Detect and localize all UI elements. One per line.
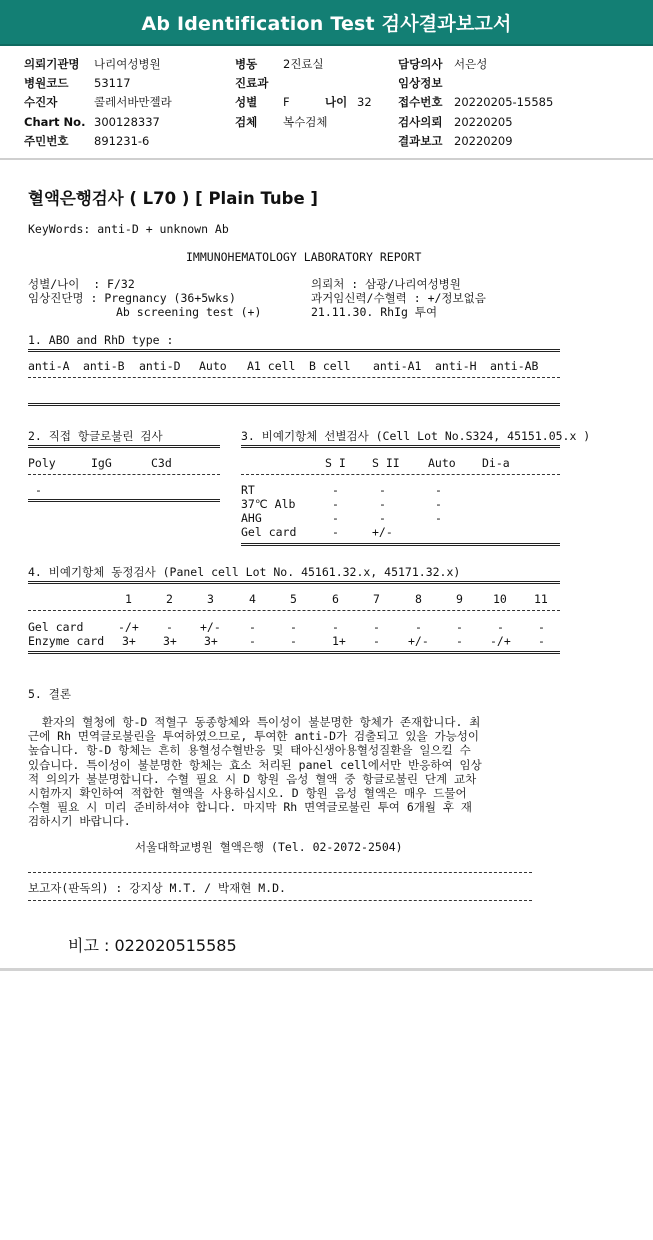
specimen-value: 복수검체	[283, 115, 328, 129]
conclusion-line: 수혈 필요 시 미리 준비하셔야 합니다. 마지막 Rh 면역글로불린 투여 6개월 후 재	[28, 800, 473, 815]
s4-cell: 3+	[163, 634, 177, 648]
s3-rule-top	[241, 445, 560, 448]
doctor-value: 서은성	[454, 57, 488, 71]
s4-cell: -	[456, 620, 463, 634]
info-row-4	[0, 113, 653, 131]
s4-title: 4. 비예기항체 동정검사 (Panel cell Lot No. 45161.32.x, 45171.32.x)	[28, 565, 461, 579]
s4-col: 10	[493, 592, 507, 606]
s2-rule-bottom	[28, 499, 220, 502]
s3-cell: -	[435, 511, 442, 525]
s1-col-8: anti-AB	[490, 359, 539, 373]
screening: Ab screening test (+)	[116, 305, 262, 319]
s3-cell: +/-	[372, 525, 393, 539]
s4-col: 4	[249, 592, 256, 606]
s4-cell: 3+	[122, 634, 136, 648]
conclusion-line: 높습니다. 항-D 항체는 흔히 용혈성수혈반응 및 태아신생아용혈성질환을 일으킬 수	[28, 743, 471, 758]
rhig: 21.11.30. RhIg 투여	[311, 305, 438, 319]
s1-col-0: anti-A	[28, 359, 70, 373]
chart-label: Chart No.	[24, 115, 86, 129]
s3-col-3: Di-a	[482, 456, 510, 470]
s4-cell: -	[373, 634, 380, 648]
dept-label: 진료과	[235, 76, 269, 90]
age-label: 나이	[325, 95, 348, 109]
s2-col-1: IgG	[91, 456, 112, 470]
separator-bottom	[0, 968, 653, 971]
s4-col: 3	[207, 592, 214, 606]
s4-cell: -	[538, 634, 545, 648]
diagnosis: 임상진단명 : Pregnancy (36+5wks)	[28, 291, 236, 305]
s1-col-5: B cell	[309, 359, 351, 373]
s1-col-2: anti-D	[139, 359, 181, 373]
s3-col-0: S I	[325, 456, 346, 470]
lab-report	[0, 165, 653, 965]
s1-col-6: anti-A1	[373, 359, 422, 373]
institution-value: 나리여성병원	[94, 57, 161, 71]
s4-cell: +/-	[200, 620, 221, 634]
s4-cell: -	[497, 620, 504, 634]
s2-rule-top	[28, 445, 220, 448]
s4-cell: -	[290, 620, 297, 634]
s4-rule-top	[28, 581, 560, 584]
s4-col: 1	[125, 592, 132, 606]
s4-cell: -/+	[490, 634, 511, 648]
request-value: 20220205	[454, 115, 513, 129]
s2-title: 2. 직접 항글로불린 검사	[28, 429, 163, 443]
conclusion-line: 적 의의가 불분명합니다. 수혈 필요 시 D 항원 음성 혈액 중 항글로불린 단계 교차	[28, 771, 477, 786]
conclusion-line: 있습니다. 특이성이 불분명한 항체는 효소 처리된 panel cell에서만 반응하여 임상	[28, 757, 482, 772]
institution-label: 의뢰기관명	[24, 57, 80, 71]
s3-cell: -	[379, 511, 386, 525]
s3-row-label: Gel card	[241, 525, 297, 539]
s3-cell: -	[332, 497, 339, 511]
s1-rule-bottom	[28, 403, 560, 406]
s4-cell: -	[373, 620, 380, 634]
s1-col-7: anti-H	[435, 359, 477, 373]
remark-label: 비고 :	[68, 936, 115, 955]
s3-row-label: RT	[241, 483, 255, 497]
s3-cell: -	[435, 497, 442, 511]
s2-value-0: -	[35, 483, 42, 497]
report-title: Ab Identification Test 검사결과보고서	[0, 0, 653, 46]
info-row-5	[0, 132, 653, 150]
receipt-value: 20220205-15585	[454, 95, 554, 109]
s4-cell: -	[249, 620, 256, 634]
s3-cell: -	[332, 525, 339, 539]
report-label: 결과보고	[398, 134, 443, 148]
info-row-3	[0, 93, 653, 111]
reporter-rule-bottom	[28, 900, 532, 901]
age-value: 32	[357, 95, 372, 109]
report-value: 20220209	[454, 134, 513, 148]
s4-row-label: Gel card	[28, 620, 84, 634]
ward-label: 병동	[235, 57, 258, 71]
conclusion-text	[28, 715, 568, 829]
patient-value: 콜레서바만젤라	[94, 95, 172, 109]
s4-col: 8	[415, 592, 422, 606]
lab-report-title: IMMUNOHEMATOLOGY LABORATORY REPORT	[186, 250, 422, 264]
keywords: KeyWords: anti-D + unknown Ab	[28, 222, 229, 236]
clinical-label: 임상정보	[398, 76, 443, 90]
s1-col-3: Auto	[199, 359, 227, 373]
conclusion-line: 근에 Rh 면역글로불린을 투여하였으므로, 투여한 anti-D가 검출되고 있을 가능성이	[28, 729, 479, 744]
s4-row-label: Enzyme card	[28, 634, 105, 648]
s3-col-1: S II	[372, 456, 400, 470]
hospital-code-label: 병원코드	[24, 76, 69, 90]
s1-title: 1. ABO and RhD type :	[28, 333, 174, 347]
s3-cell: -	[435, 483, 442, 497]
sex-label: 성별	[235, 95, 258, 109]
s3-title: 3. 비예기항체 선별검사 (Cell Lot No.S324, 45151.05.x )	[241, 429, 591, 443]
s4-col: 9	[456, 592, 463, 606]
reporter: 보고자(판독의) : 강지상 M.T. / 박재현 M.D.	[28, 881, 286, 895]
s3-col-2: Auto	[428, 456, 456, 470]
conclusion-line: 시험까지 확인하여 적합한 혈액을 사용하십시오. D 항원 음성 혈액은 매우 드물어	[28, 786, 467, 801]
s4-cell: 1+	[332, 634, 346, 648]
s4-rule-mid	[28, 610, 560, 611]
s4-cell: +/-	[408, 634, 429, 648]
receipt-label: 접수번호	[398, 95, 443, 109]
s4-col: 5	[290, 592, 297, 606]
contact: 서울대학교병원 혈액은행 (Tel. 02-2072-2504)	[135, 840, 403, 854]
conclusion-line: 환자의 혈청에 항-D 적혈구 동종항체와 특이성이 불분명한 항체가 존재합니다. 최	[28, 715, 481, 729]
s3-rule-mid	[241, 474, 560, 475]
remark-value: 022020515585	[114, 936, 237, 955]
conclusion-line: 검하시기 바랍니다.	[28, 814, 131, 829]
request-label: 검사의뢰	[398, 115, 443, 129]
s3-cell: -	[332, 483, 339, 497]
separator-top	[0, 158, 653, 160]
s4-cell: -	[538, 620, 545, 634]
s2-col-2: C3d	[151, 456, 172, 470]
s4-col: 6	[332, 592, 339, 606]
s4-col: 7	[373, 592, 380, 606]
s4-col: 2	[166, 592, 173, 606]
history: 과거임신력/수혈력 : +/정보없음	[311, 291, 486, 305]
s3-cell: -	[332, 511, 339, 525]
hospital-code-value: 53117	[94, 76, 131, 90]
s3-rule-bottom	[241, 543, 560, 546]
patient-info-panel	[0, 50, 653, 155]
reporter-rule-top	[28, 872, 532, 873]
s4-cell: -	[290, 634, 297, 648]
s4-cell: -	[332, 620, 339, 634]
s2-rule-mid	[28, 474, 220, 475]
resident-label: 주민번호	[24, 134, 69, 148]
s4-cell: -	[456, 634, 463, 648]
chart-value: 300128337	[94, 115, 160, 129]
s1-rule-mid	[28, 377, 560, 378]
ward-value: 2진료실	[283, 57, 324, 71]
s4-cell: -	[166, 620, 173, 634]
info-row-1	[0, 55, 653, 73]
s3-row-label: AHG	[241, 511, 262, 525]
remark	[68, 935, 237, 957]
s4-col: 11	[534, 592, 548, 606]
sex-value: F	[283, 95, 290, 109]
sex-age: 성별/나이 : F/32	[28, 277, 135, 291]
s2-col-0: Poly	[28, 456, 56, 470]
doctor-label: 담당의사	[398, 57, 443, 71]
s1-rule-top	[28, 349, 560, 352]
s4-cell: -	[415, 620, 422, 634]
s4-cell: -	[249, 634, 256, 648]
specimen-label: 검체	[235, 115, 258, 129]
resident-value: 891231-6	[94, 134, 150, 148]
s1-col-4: A1 cell	[247, 359, 296, 373]
s4-cell: -/+	[118, 620, 139, 634]
s3-cell: -	[379, 497, 386, 511]
section-title: 혈액은행검사 ( L70 ) [ Plain Tube ]	[28, 189, 318, 208]
patient-label: 수진자	[24, 95, 58, 109]
info-row-2	[0, 74, 653, 92]
s5-title: 5. 결론	[28, 687, 71, 701]
s1-col-1: anti-B	[83, 359, 125, 373]
s3-row-label: 37℃ Alb	[241, 497, 296, 511]
s4-rule-bottom	[28, 651, 560, 654]
s3-cell: -	[379, 483, 386, 497]
s4-cell: 3+	[204, 634, 218, 648]
requester: 의뢰처 : 삼광/나리여성병원	[311, 277, 461, 291]
